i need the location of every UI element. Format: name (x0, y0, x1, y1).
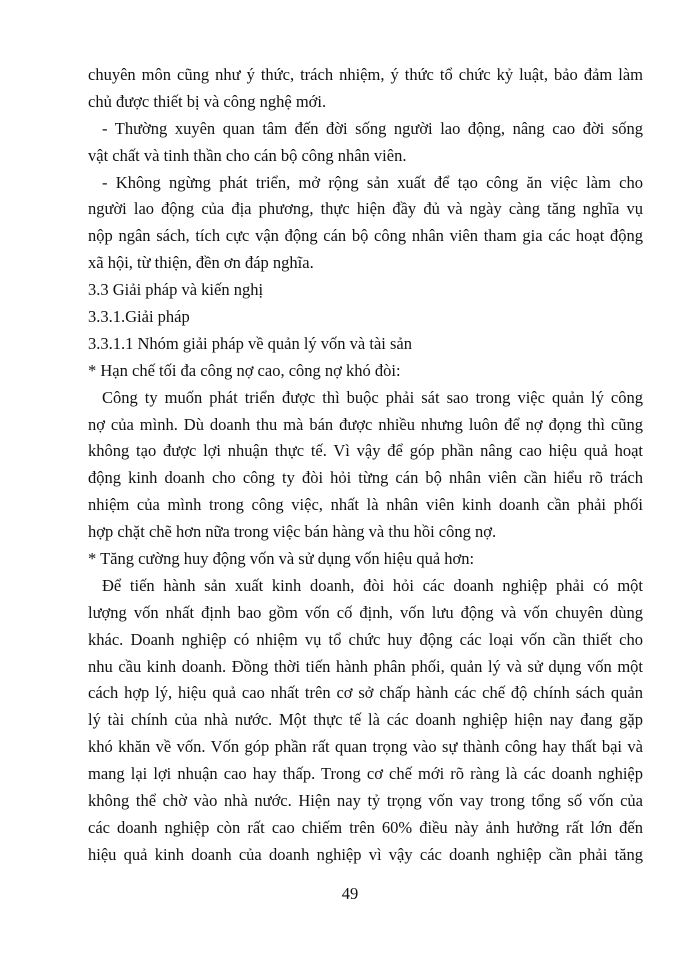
text-line: - Thường xuyên quan tâm đến đời sống người lao động, nâng cao đời sống (102, 118, 643, 138)
text-line: khác. Doanh nghiệp có nhiệm vụ tổ chức huy động các loại vốn cần thiết cho (88, 629, 643, 649)
text-line: không thể chờ vào nhà nước. Hiện nay tỷ trọng vốn vay trong tổng số vốn của (88, 791, 643, 811)
text-line: khó khăn về vốn. Vốn góp phần rất quan trọng vào sự thành công hay thất bại và (88, 737, 643, 757)
document-body (88, 62, 643, 869)
text-line: lượng vốn nhất định bao gồm vốn cố định, vốn lưu động và vốn chuyên dùng (88, 602, 643, 622)
text-line: nộp ngân sách, tích cực vận động cán bộ công nhân viên tham gia các hoạt động (88, 226, 643, 246)
text-line: nhu cầu kinh doanh. Đồng thời tiến hành phân phối, quản lý và sử dụng vốn một (88, 656, 643, 676)
text-line: * Tăng cường huy động vốn và sử dụng vốn hiệu quả hơn: (88, 549, 475, 569)
text-line: lý tài chính của nhà nước. Một thực tế là các doanh nghiệp hiện nay đang gặp (88, 710, 643, 730)
page-number: 49 (341, 884, 359, 903)
text-line: chủ được thiết bị và công nghệ mới. (88, 91, 327, 111)
text-line: hiệu quả kinh doanh của doanh nghiệp vì vậy các doanh nghiệp cần phải tăng (88, 844, 643, 864)
text-line: chuyên môn cũng như ý thức, trách nhiệm, ý thức tổ chức kỷ luật, bảo đảm làm (88, 65, 643, 84)
text-line: các doanh nghiệp còn rất cao chiếm trên 60% điều này ảnh hưởng rất lớn đến (88, 817, 643, 837)
text-line: 3.3.1.Giải pháp (88, 307, 190, 327)
text-line: động kinh doanh cho công ty đòi hỏi từng cán bộ nhân viên cần hiểu rõ trách (88, 468, 643, 488)
text-line: xã hội, từ thiện, đền ơn đáp nghĩa. (88, 253, 314, 273)
text-line: nhiệm của mình trong công việc, nhất là nhân viên kinh doanh cần phải phối (88, 495, 643, 515)
text-line: 3.3 Giải pháp và kiến nghị (88, 280, 264, 300)
text-line: nợ của mình. Dù doanh thu mà bán được nhiều nhưng luôn để nợ đọng thì cũng (88, 414, 643, 434)
text-line: * Hạn chế tối đa công nợ cao, công nợ khó đòi: (88, 360, 401, 380)
text-line: cách hợp lý, hiệu quả cao nhất trên cơ sở chấp hành các chế độ chính sách quản (88, 683, 643, 703)
text-line: không tạo được lợi nhuận thực tế. Vì vậy để góp phần nâng cao hiệu quả hoạt (88, 441, 643, 461)
text-line: người lao động của địa phương, thực hiện đầy đủ và ngày càng tăng nghĩa vụ (88, 199, 643, 219)
text-line: - Không ngừng phát triển, mở rộng sản xuất để tạo công ăn việc làm cho (102, 172, 643, 192)
text-line: vật chất và tinh thần cho cán bộ công nhân viên. (88, 145, 407, 165)
text-line: mang lại lợi nhuận cao hay thấp. Trong cơ chế mới rõ ràng là các doanh nghiệp (88, 764, 643, 784)
text-line: 3.3.1.1 Nhóm giải pháp về quản lý vốn và tài sản (88, 333, 412, 353)
text-line: Công ty muốn phát triển được thì buộc phải sát sao trong việc quản lý công (102, 387, 643, 407)
text-line: hợp chặt chẽ hơn nữa trong việc bán hàng và thu hồi công nợ. (88, 522, 497, 542)
text-line: Để tiến hành sản xuất kinh doanh, đòi hỏi các doanh nghiệp phải có một (102, 575, 643, 595)
